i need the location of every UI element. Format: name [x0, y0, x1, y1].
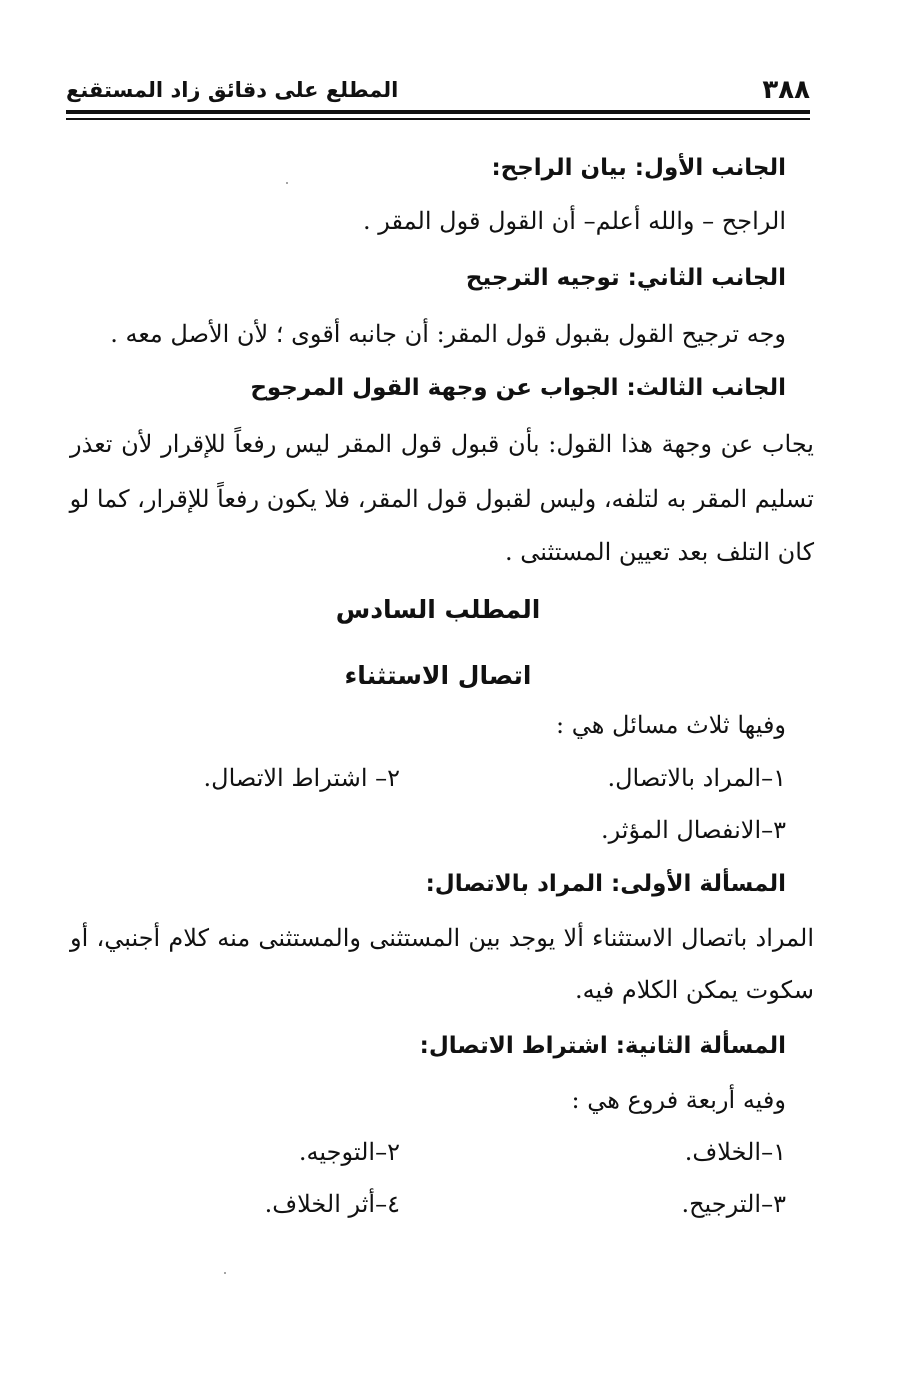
heading-issue-two: المسألة الثانية: اشتراط الاتصال:: [419, 1033, 786, 1059]
header-rule-thin: [66, 118, 810, 120]
branch-item-2: ٢–التوجيه.: [298, 1138, 400, 1166]
section-title-sixth: المطلب السادس: [335, 595, 541, 624]
paragraph-answer-line-2: تسليم المقر به لتلفه، وليس لقبول قول المقر، فلا يكون رفعاً للإقرار، كما لو: [69, 485, 814, 513]
paragraph-answer-line-3: كان التلف بعد تعيين المستثنى .: [504, 538, 814, 566]
book-title: المطلع على دقائق زاد المستقنع: [66, 78, 399, 102]
issue-item-2: ٢– اشتراط الاتصال.: [203, 764, 400, 792]
heading-first-aspect: الجانب الأول: بيان الراجح:: [491, 155, 786, 181]
paragraph-preference-reason: وجه ترجيح القول بقبول قول المقر: أن جانبه أقوى ؛ لأن الأصل معه .: [110, 320, 786, 348]
issue-one-line-1: المراد باتصال الاستثناء ألا يوجد بين المستثنى والمستثنى منه كلام أجنبي، أو: [70, 924, 814, 952]
issues-intro: وفيها ثلاث مسائل هي :: [556, 711, 786, 739]
scan-speck: [224, 1272, 226, 1274]
paragraph-answer-line-1: يجاب عن وجهة هذا القول: بأن قبول قول المقر ليس رفعاً للإقرار لأن تعذر: [70, 430, 814, 458]
branches-intro: وفيه أربعة فروع هي :: [571, 1086, 786, 1114]
paragraph-preferred-view: الراجح – والله أعلم– أن القول قول المقر .: [363, 207, 786, 235]
section-title-connection: اتصال الاستثناء: [344, 661, 532, 690]
issue-item-1: ١–المراد بالاتصال.: [607, 764, 786, 792]
heading-third-aspect: الجانب الثالث: الجواب عن وجهة القول المرجوح: [250, 375, 786, 401]
page-header: [66, 72, 810, 108]
issue-one-line-2: سكوت يمكن الكلام فيه.: [575, 976, 814, 1004]
header-rule-thick: [66, 110, 810, 114]
scan-speck: [286, 182, 288, 184]
heading-issue-one: المسألة الأولى: المراد بالاتصال:: [425, 871, 786, 897]
issue-item-3: ٣–الانفصال المؤثر.: [600, 816, 786, 844]
branch-item-1: ١–الخلاف.: [684, 1138, 786, 1166]
page-number: ٣٨٨: [762, 75, 810, 105]
branch-item-4: ٤–أثر الخلاف.: [264, 1190, 400, 1218]
heading-second-aspect: الجانب الثاني: توجيه الترجيح: [465, 265, 786, 291]
branch-item-3: ٣–الترجيح.: [681, 1190, 786, 1218]
